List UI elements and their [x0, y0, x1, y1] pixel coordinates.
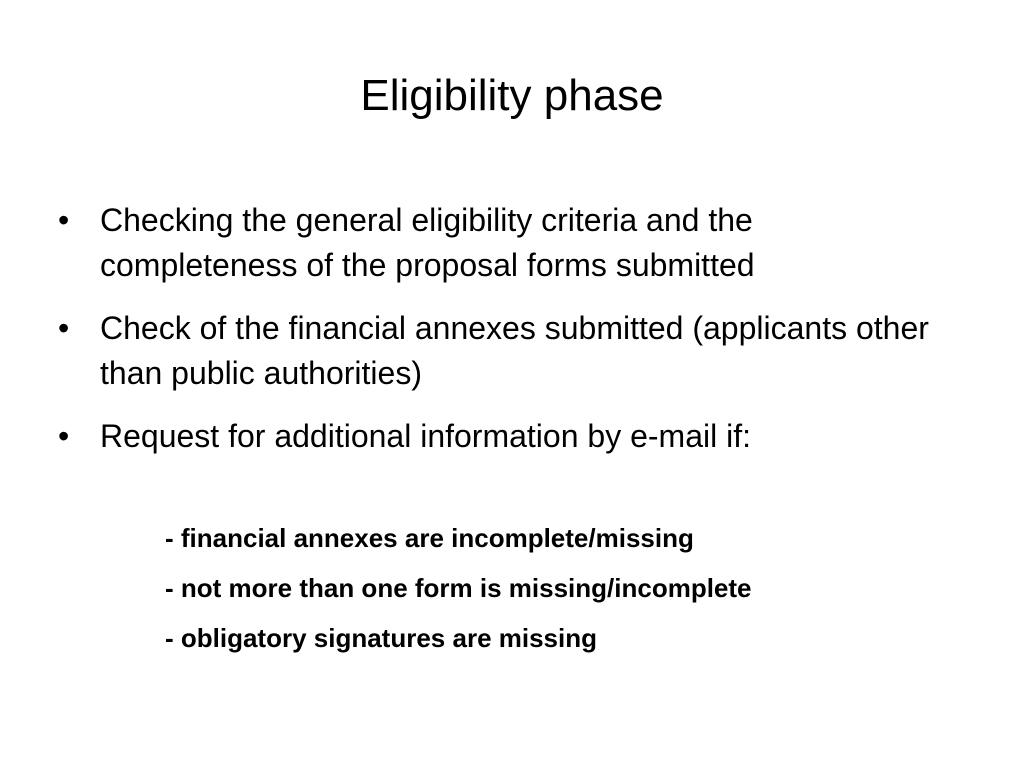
sub-item-list — [165, 520, 985, 670]
bullet-dot-icon: • — [58, 418, 70, 454]
sub-item: - not more than one form is missing/incomplete — [165, 573, 752, 603]
sub-item: - obligatory signatures are missing — [165, 623, 597, 653]
slide-title: Eligibility phase — [360, 71, 664, 120]
bullet-item — [58, 414, 958, 459]
bullet-dot-icon: • — [58, 202, 70, 238]
bullet-text: Check of the financial annexes submitted (applicants other than public authorities) — [100, 310, 929, 391]
bullet-item — [58, 306, 958, 396]
bullet-text: Checking the general eligibility criteria and the completeness of the proposal forms submitted — [100, 202, 755, 283]
bullet-item — [58, 198, 958, 288]
bullet-list — [58, 198, 958, 477]
bullet-dot-icon: • — [58, 310, 70, 346]
bullet-text: Request for additional information by e-mail if: — [100, 418, 751, 454]
sub-item: - financial annexes are incomplete/missing — [165, 523, 694, 553]
